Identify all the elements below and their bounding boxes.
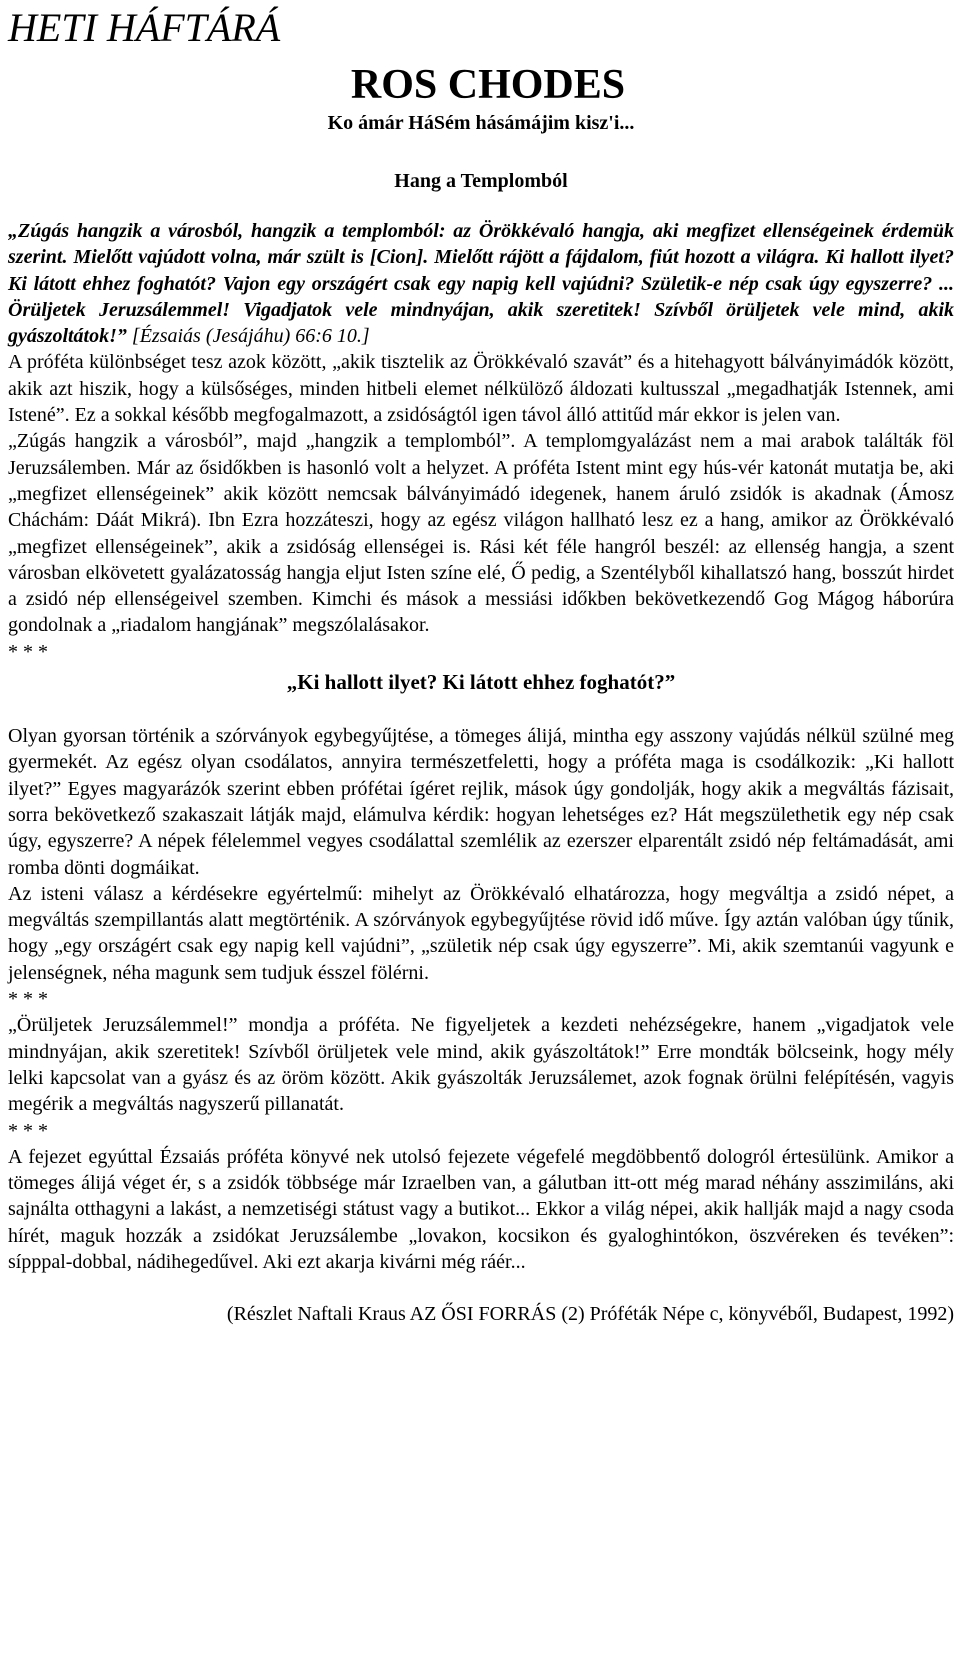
document-page — [8, 0, 954, 1327]
separator: * * * — [8, 988, 48, 1011]
source-citation: (Részlet Naftali Kraus AZ ŐSI FORRÁS (2) Próféták Népe c, könyvéből, Budapest, 1992) — [226, 1303, 954, 1326]
document-title: HETI HÁFTÁRÁ — [8, 5, 281, 50]
document-tagline: Ko ámár HáSém hásámájim kisz'i... — [327, 112, 635, 134]
paragraph: A próféta különbséget tesz azok között, „akik tisztelik az Örökkévaló szavát” és a hitehagyott bálványimádók között, akik azt hiszik, hogy a külsőséges, minden hitbeli elemet nélkülöző áldozati kultusszal „megadhatják Istennek, ami Istené”. Ez a sokkal később megfogalmazott, a zsidóságtól igen távol álló attitűd már ekkor is jelen van. — [8, 351, 954, 427]
quote-text: „Zúgás hangzik a városból, hangzik a templomból: az Örökkévaló hangja, aki megfizet ellenségeinek érdemük szerint. Mielőtt vajúdott volna, már szült is [Cion]. Mielőtt rájött a fájdalom, fiút hozott a világra. Ki hallott ilyet? Ki látott ehhez foghatót? Vajon egy országért csak egy napig kell vajúdni? Születik-e nép csak úgy egyszerre? ... Örüljetek Jeruzsálemmel! Vigadjatok vele mindnyájan, akik szeretitek! Szívből örüljetek vele mind, akik gyászoltátok!” — [8, 220, 954, 348]
document-subtitle: ROS CHODES — [350, 62, 626, 108]
paragraph: A fejezet egyúttal Ézsaiás próféta könyvé nek utolsó fejezete végefelé megdöbbentő dologról értesülünk. Amikor a tömeges álijá véget ér, s a zsidók többsége már Izraelben van, a gálutban itt-ott még marad néhány asszimiláns, aki sajnálta otthagyni a lakást, a nemzetiségi státust vagy a butikot... Ekkor a világ népei, akik hallják majd a nagy csoda hírét, maguk hozzák a zsidókat Jeruzsálembe „lovakon, kocsikon és gyaloghintókon, öszvéreken és tevéken”: sípppal-dobbal, nádihegedűvel. Aki ezt akarja kivárni még ráér... — [8, 1145, 954, 1273]
quote-reference: [Ézsaiás (Jesájáhu) 66:6 10.] — [126, 325, 370, 348]
sub-heading: „Ki hallott ilyet? Ki látott ehhez foghatót?” — [286, 670, 676, 695]
paragraph: „Örüljetek Jeruzsálemmel!” mondja a próféta. Ne figyeljetek a kezdeti nehézségekre, hanem „vigadjatok vele mindnyájan, akik szeretitek! Szívből örüljetek vele mind, akik gyászoltátok!” Erre mondták bölcseink, hogy mély lelki kapcsolat van a gyász és az öröm között. Akik gyászolták Jeruzsálemet, azok fognak örülni felépítésén, vagyis megérik a megváltás nagyszerű pillanatát. — [8, 1014, 954, 1116]
paragraph: Olyan gyorsan történik a szórványok egybegyűjtése, a tömeges álijá, mintha egy asszony vajúdás nélkül szülné meg gyermekét. Az egész olyan csodálatos, annyira természetfeletti, hogy a próféta maga is csodálkozik: „Ki hallott ilyet?” Egyes magyarázók szerint ebben prófétai ígéret rejlik, mások úgy gondolják, hogy akik a megváltás fázisait, sorra bekövetkező szakaszait látják majd, elámulva kérdik: hogyan lehetséges ez? Hát megszülethetik egy nép csak úgy, egyszerre? A népek félelemmel vegyes csodálattal szemlélik az ezerszer elparentált zsidó nép feltámadását, ami romba dönti dogmáikat. — [8, 725, 954, 879]
separator: * * * — [8, 640, 48, 663]
scripture-quote — [8, 218, 954, 349]
section-heading: Hang a Templomból — [394, 170, 568, 192]
separator: * * * — [8, 1119, 48, 1142]
paragraph: Az isteni válasz a kérdésekre egyértelmű: mihelyt az Örökkévaló elhatározza, hogy megváltja a zsidó népet, a megváltás szempillantás alatt megtörténik. A szórványok egybegyűjtése rövid idő műve. Így aztán valóban úgy tűnik, hogy „egy országért csak egy napig kell vajúdni”, „születik nép csak úgy egyszerre”. Mi, akik szemtanúi vagyunk e jelenségnek, néha magunk sem tudjuk ésszel fölérni. — [8, 882, 954, 984]
paragraph: „Zúgás hangzik a városból”, majd „hangzik a templomból”. A templomgyalázást nem a mai arabok találták föl Jeruzsálemben. Már az ősidőkben is hasonló volt a helyzet. A próféta Istent mint egy hús-vér katonát mutatja be, aki „megfizet ellenségeinek” akik között nemcsak bálványimádó idegenek, hanem áruló zsidók is akadnak (Ámosz Cháchám: Dáát Mikrá). Ibn Ezra hozzáteszi, hogy az egész világon hallható lesz ez a hang, amikor az Örökkévaló „megfizet ellenségeinek”, akik a zsidóság ellenségei is. Rási két féle hangról beszél: az ellenség hangja, a szent városban elkövetett gyalázatosság hangja eljut Isten színe elé, Ő pedig, a Szentélyből kihallatszó hang, bosszút hirdet a zsidó nép ellenségeivel szemben. Kimchi és mások a messiási időkben bekövetkezendő Gog Mágog háborúra gondolnak a „riadalom hangjának” megszólalásakor. — [8, 430, 954, 637]
